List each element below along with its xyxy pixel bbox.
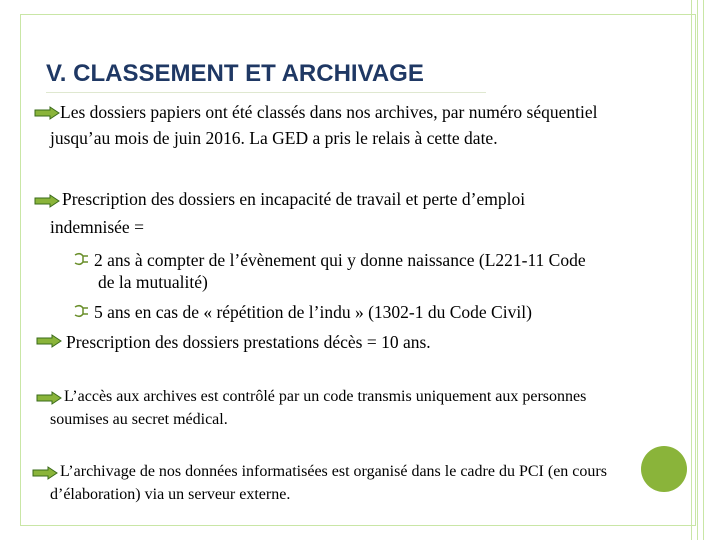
paragraph-line: indemnisée = [50,217,144,237]
sub-bullet-item [74,249,586,293]
paragraph-archives-cont [50,126,498,151]
paragraph-line: Prescription des dossiers prestations décès = 10 ans. [66,332,431,352]
sub-bullet-text: 5 ans en cas de « répétition de l’indu » (1302-1 du Code Civil) [94,302,532,322]
decorative-line [703,0,704,540]
sub-bullet-text: 2 ans à compter de l’évènement qui y donne naissance (L221-11 Code [94,250,586,270]
sub-bullet-icon [74,304,90,318]
paragraph-line: Prescription des dossiers en incapacité de travail et perte d’emploi [62,189,526,209]
right-arrow-icon [34,106,60,120]
paragraph-archives [60,100,597,125]
decorative-line [697,0,698,540]
right-arrow-icon [32,466,58,480]
paragraph-line: soumises au secret médical. [50,411,228,428]
paragraph-acces [64,386,586,408]
slide-title: V. CLASSEMENT ET ARCHIVAGE [46,60,424,87]
paragraph-line: L’archivage de nos données informatisées est organisé dans le cadre du PCI (en cours [60,463,607,480]
paragraph-line: L’accès aux archives est contrôlé par un code transmis uniquement aux personnes [64,388,587,405]
paragraph-prescription-cont [50,215,144,240]
right-arrow-icon [36,334,62,348]
title-rule [46,92,486,93]
paragraph-line: d’élaboration) via un serveur externe. [50,486,291,503]
paragraph-line: Les dossiers papiers ont été classés dans nos archives, par numéro séquentiel [60,102,598,122]
sub-bullet-icon [74,252,90,266]
right-arrow-icon [36,391,62,405]
paragraph-archivage-cont [50,484,290,506]
sub-bullet-text: de la mutualité) [98,272,208,292]
paragraph-deces [66,330,431,355]
paragraph-prescription [62,187,525,212]
right-arrow-icon [34,194,60,208]
paragraph-acces-cont [50,409,228,431]
paragraph-line: jusqu’au mois de juin 2016. La GED a pris le relais à cette date. [50,128,498,148]
paragraph-archivage [60,461,607,483]
sub-bullet-item [74,301,532,323]
decorative-line [691,0,692,540]
green-circle-decoration [641,446,687,492]
